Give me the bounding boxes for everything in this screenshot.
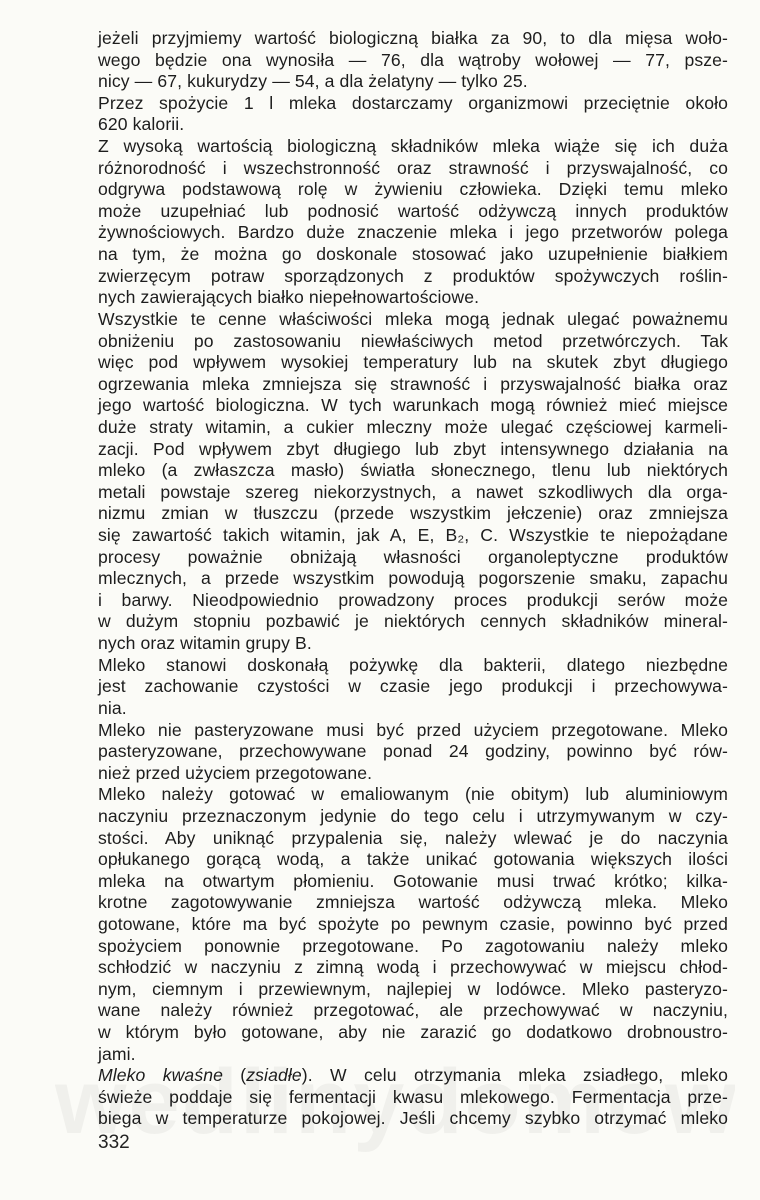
text-line: 620 kalorii. xyxy=(98,114,185,135)
text-line: spożyciem ponownie przegotowane. Po zagotowaniu należy mleko xyxy=(98,935,728,956)
text-line: pasteryzowane, przechowywane ponad 24 godziny, powinno być rów- xyxy=(98,741,728,762)
text-line: obniżeniu po zastosowaniu niewłaściwych metod przetwórczych. Tak xyxy=(98,330,728,351)
text-line: Przez spożycie 1 l mleka dostarczamy organizmowi przeciętnie około xyxy=(98,92,728,113)
text-line: jego wartość biologiczna. W tych warunkach mogą również mieć miejsce xyxy=(98,395,728,416)
text-line: się zawartość takich witamin, jak A, E, B₂, C. Wszystkie te niepożądane xyxy=(98,525,728,546)
text-line: duże straty witamin, a cukier mleczny może ulegać częściowej karmeli- xyxy=(98,416,728,437)
text-line: Mleko stanowi doskonałą pożywkę dla bakterii, dlatego niezbędne xyxy=(98,654,728,675)
text-line: może uzupełniać lub podnosić wartość odżywczą innych produktów xyxy=(98,200,728,221)
italic-term: Mleko kwaśne xyxy=(98,1065,223,1086)
paren-open: ( xyxy=(223,1065,247,1086)
text-line: ogrzewania mleka zmniejsza się strawność i przyswajalność białka oraz xyxy=(98,373,728,394)
text-line: mleka na otwartym płomieniu. Gotowanie musi trwać krótko; kilka- xyxy=(98,870,728,891)
text-line: nież przed użyciem przegotowane. xyxy=(98,762,373,783)
text-line: odgrywa podstawową rolę w żywieniu człowieka. Dzięki temu mleko xyxy=(98,179,728,200)
text-line: krotne zagotowywanie zmniejsza wartość odżywczą mleka. Mleko xyxy=(98,892,728,913)
text-line: w którym było gotowane, aby nie zarazić go dodatkowo drobnoustro- xyxy=(98,1022,728,1043)
text-line: jeżeli przyjmiemy wartość biologiczną białka za 90, to dla mięsa woło- xyxy=(98,28,728,48)
text-line: zwierzęcym potraw sporządzonych z produktów spożywczych roślin- xyxy=(98,265,728,286)
italic-synonym: zsiadłe xyxy=(246,1065,302,1086)
text-line: schłodzić w naczyniu z zimną wodą i przechowywać w miejscu chłod- xyxy=(98,957,728,978)
text-line: wane należy również przegotować, ale przechowywać w naczyniu, xyxy=(98,1000,728,1021)
text-line: Z wysoką wartością biologiczną składników mleka wiąże się ich duża xyxy=(98,136,728,157)
text-line: Mleko należy gotować w emaliowanym (nie obitym) lub aluminiowym xyxy=(98,784,728,805)
watermark xyxy=(55,1050,735,1155)
text-line: jami. xyxy=(98,1043,136,1064)
text-line: nia. xyxy=(98,697,127,718)
text-line: i barwy. Nieodpowiednio prowadzony proces produkcji serów może xyxy=(98,589,728,610)
text-line: metali powstaje szereg niekorzystnych, a nawet szkodliwych dla orga- xyxy=(98,481,728,502)
text-line: jest zachowanie czystości w czasie jego produkcji i przechowywa- xyxy=(98,676,728,697)
text-line: nicy — 67, kukurydzy — 54, a dla żelatyny — tylko 25. xyxy=(98,71,528,92)
text-line: więc pod wpływem wysokiej temperatury lub na skutek zbyt długiego xyxy=(98,352,728,373)
text-line: nych oraz witamin grupy B. xyxy=(98,633,312,654)
text-line: biega w temperaturze pokojowej. Jeśli chcemy szybko otrzymać mleko xyxy=(98,1108,728,1129)
text-line: świeże poddaje się fermentacji kwasu mlekowego. Fermentacja prze- xyxy=(98,1086,728,1107)
book-page-text xyxy=(98,28,728,1130)
text-line: w dużym stopniu pozbawić je niektórych cennych składników mineral- xyxy=(98,611,728,632)
text-line: stości. Aby uniknąć przypalenia się, należy wlewać je do naczynia xyxy=(98,827,728,848)
text-line: nizmu zmian w tłuszczu (przede wszystkim jełczenie) oraz zmniejsza xyxy=(98,503,728,524)
text-line: procesy poważnie obniżają własności organoleptyczne produktów xyxy=(98,546,728,567)
text-line: zacji. Pod wpływem zbyt długiego lub zbyt intensywnego działania na xyxy=(98,438,728,459)
text-line: gotowane, które ma być spożyte po pewnym czasie, powinno być przed xyxy=(98,913,728,934)
text-line: Wszystkie te cenne właściwości mleka mogą jednak ulegać poważnemu xyxy=(98,308,728,329)
text-line: nym, ciemnym i przewiewnym, najlepiej w lodówce. Mleko pasteryzo- xyxy=(98,978,728,999)
text-line: na tym, że można go doskonale stosować jako uzupełnienie białkiem xyxy=(98,244,728,265)
text-line: żywnościowych. Bardzo duże znaczenie mleka i jego przetworów polega xyxy=(98,222,728,243)
page-number: 332 xyxy=(98,1132,130,1153)
text-line: różnorodność i wszechstronność oraz strawność i przyswajalność, co xyxy=(98,157,728,178)
text-line: wego będzie ona wynosiła — 76, dla wątroby wołowej — 77, psze- xyxy=(98,49,728,70)
text-line: opłukanego gorącą wodą, a także unikać gotowania większych ilości xyxy=(98,849,728,870)
heading-line-rest: ). W celu otrzymania mleka zsiadłego, mleko xyxy=(301,1065,728,1086)
text-line: nych zawierających białko niepełnowartościowe. xyxy=(98,287,480,308)
text-line: naczyniu przeznaczonym jedynie do tego celu i utrzymywanym w czy- xyxy=(98,805,728,826)
text-line: Mleko nie pasteryzowane musi być przed użyciem przegotowane. Mleko xyxy=(98,719,728,740)
text-line: mlecznych, a przede wszystkim powodują pogorszenie smaku, zapachu xyxy=(98,568,728,589)
text-line: mleko (a zwłaszcza masło) światła słonecznego, tlenu lub niektórych xyxy=(98,460,728,481)
